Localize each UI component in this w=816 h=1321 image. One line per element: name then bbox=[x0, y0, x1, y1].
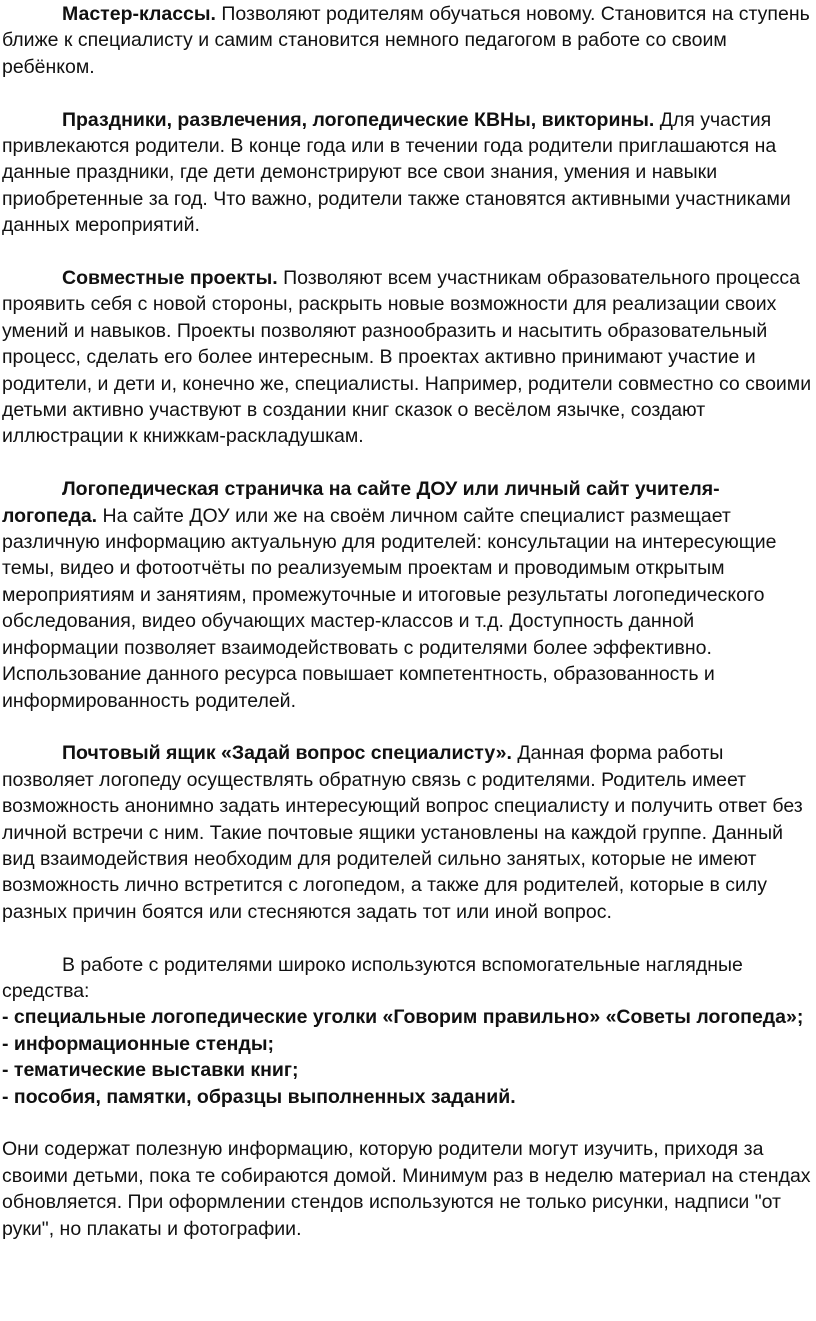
aids-list-item: - информационные стенды; bbox=[2, 1032, 274, 1055]
paragraph-text: Данная форма работы позволяет логопеду осуществлять обратную связь с родителями. Родитель имеет возможность анонимно задать интересующий вопрос специалисту и получить ответ без личной встречи с ним. Такие почтовые ящики установлены на каждой группе. Данный вид взаимодействия необходим для родителей сильно занятых, которые не имеют возможность лично встретится с логопедом, а также для родителей, которые в силу разных причин боятся или стесняются задать тот или иной вопрос. bbox=[2, 742, 803, 923]
paragraph-title: Праздники, развлечения, логопедические КВНы, викторины. bbox=[62, 108, 655, 131]
paragraph-joint-projects bbox=[2, 265, 814, 450]
paragraph-holidays bbox=[2, 107, 814, 239]
aids-list-item: - специальные логопедические уголки «Говорим правильно» «Советы логопеда»; bbox=[2, 1006, 804, 1029]
paragraph-title: Почтовый ящик «Задай вопрос специалисту». bbox=[62, 742, 512, 765]
paragraph-title: Мастер-классы. bbox=[62, 3, 216, 25]
aids-intro: В работе с родителями широко используются вспомогательные наглядные средства: bbox=[2, 953, 743, 1002]
paragraph-speech-therapy-page bbox=[2, 476, 814, 714]
paragraph-title: Совместные проекты. bbox=[62, 267, 278, 290]
paragraph-text: Позволяют всем участникам образовательного процесса проявить себя с новой стороны, раскрыть новые возможности для реализации своих умений и навыков. Проекты позволяют разнообразить и насытить образовательный процесс, сделать его более интересным. В проектах активно принимают участие и родители, и дети и, конечно же, специалисты. Например, родители совместно со своими детьми активно участвуют в создании книг сказок о весёлом язычке, создают иллюстрации к книжкам-раскладушкам. bbox=[2, 267, 812, 448]
aids-list-item: - тематические выставки книг; bbox=[2, 1059, 299, 1082]
aids-list-item: - пособия, памятки, образцы выполненных заданий. bbox=[2, 1085, 516, 1108]
paragraph-title: Логопедическая страничка на сайте ДОУ или личный сайт учителя-логопеда. bbox=[2, 478, 720, 527]
paragraph-text: На сайте ДОУ или же на своём личном сайте специалист размещает различную информацию актуальную для родителей: консультации на интересующие темы, видео и фотоотчёты по реализуемым проектам и проводимым открытым мероприятиям и занятиям, промежуточные и итоговые результаты логопедического обследования, видео обучающих мастер-классов и т.д. Доступность данной информации позволяет взаимодействовать с родителями более эффективно. Использование данного ресурса повышает компетентность, образованность и информированность родителей. bbox=[2, 504, 777, 712]
paragraph-mailbox bbox=[2, 740, 814, 925]
paragraph-text: Позволяют родителям обучаться новому. Становится на ступень ближе к специалисту и самим становится немного педагогом в работе со своим ребёнком. bbox=[2, 3, 810, 78]
closing-paragraph: Они содержат полезную информацию, которую родители могут изучить, приходя за своими детьми, пока те собираются домой. Минимум раз в неделю материал на стендах обновляется. При оформлении стендов используются не только рисунки, надписи "от руки", но плакаты и фотографии. bbox=[2, 1138, 811, 1240]
paragraph-master-classes bbox=[2, 1, 814, 80]
paragraph-text: Для участия привлекаются родители. В конце года или в течении года родители приглашаются на данные праздники, где дети демонстрируют все свои знания, умения и навыки приобретенные за год. Что важно, родители также становятся активными участниками данных мероприятий. bbox=[2, 108, 791, 237]
